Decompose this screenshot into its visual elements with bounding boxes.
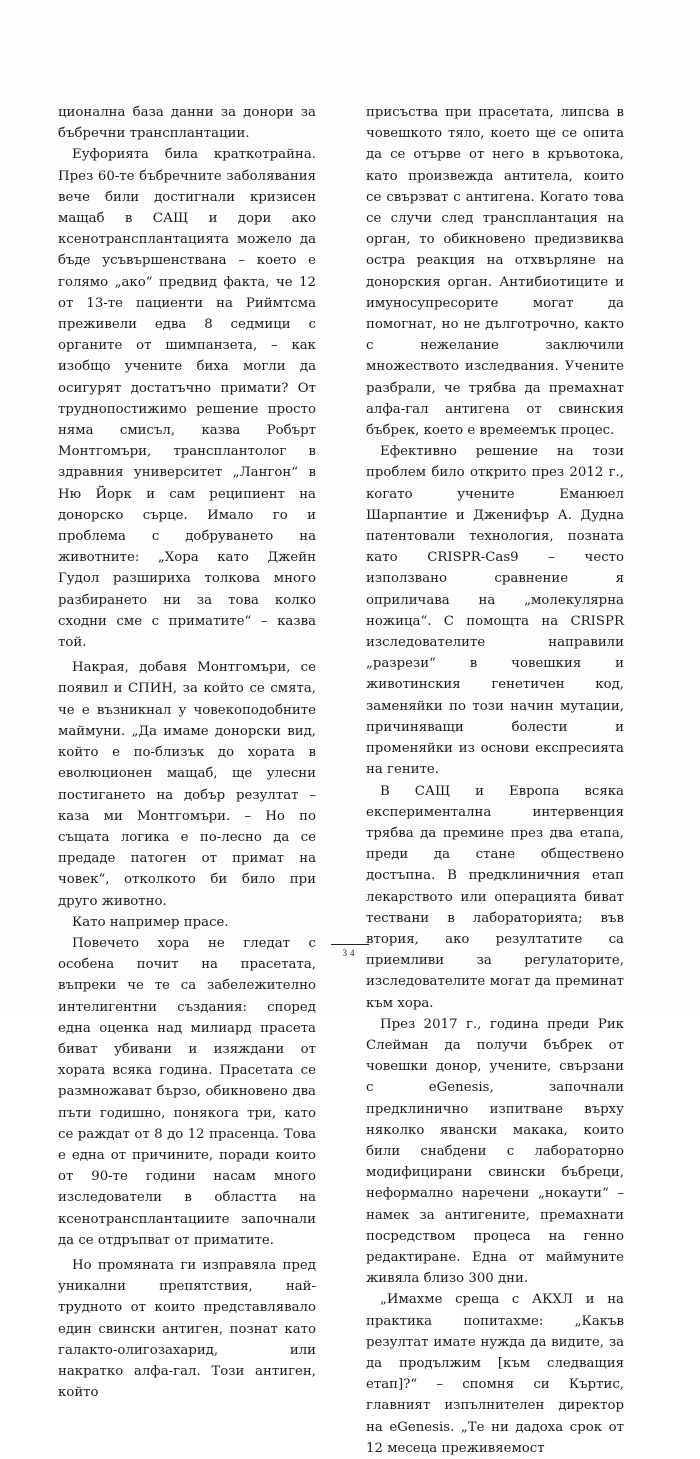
paragraph: Като например прасе.: [72, 914, 229, 930]
paragraph: Повечето хора не гледат с особена почит на прасетата, въпреки че те са забележително интелигентни създания: според една оценка над милиард прасета биват убивани и изяждани от хората всяка година. Прасетата се размножават бързо, обикновено два пъти годишно, понякога три, като се раждат от 8 до 12 прасенца. Това е една от причините, поради които от 90-те години насам много изследователи в областта на ксенотрансплантациите започнали да се отдръпват от приматите.: [58, 935, 316, 1248]
page-number-rule: [331, 944, 369, 945]
right-text-column: [366, 102, 624, 1459]
page-number: 34: [342, 948, 358, 958]
paragraph: Ефективно решение на този проблем било открито през 2012 г., когато учените Еманюел Шарпантие и Дженифър А. Дудна патентовали технология, позната като CRISPR-Cas9 – често използвано сравнение я оприличава на „молекулярна ножица“. С помощта на CRISPR изследователите направили „разрези“ в човешкия и животинския генетичен код, заменяйки по този начин мутации, причиняващи болести и променяйки из основи експресията на гените.: [366, 444, 624, 778]
paragraph: Еуфорията била краткотрайна. През 60-те бъбречните заболявания вече били достигнали кризисен мащаб в САЩ и дори ако ксенотрансплантацията можело да бъде усъвършенствана – което е голямо „ако“ предвид факта, че 12 от 13-те пациенти на Риймтсма преживели едва 8 седмици с органите от шимпанзета, – как изобщо учените биха могли да осигурят достатъчно примати? От труднопостижимо решение просто няма смисъл, казва Робърт Монтгомъри, трансплантолог в здравния университет „Лангон“ в Ню Йорк и сам реципиент на донорско сърце. Имало го и проблема с добруването на животните: „Хора като Джейн Гудол разшириха толкова много разбирането ни за това колко сходни сме с приматите“ – казва той.: [58, 147, 316, 651]
paragraph: присъства при прасетата, липсва в човешкото тяло, което ще се опита да се отърве от него в кръвотока, като произвежда антитела, които се свързват с антигена. Когато това се случи след трансплантация на орган, то обикновено предизвиква остра реакция на отхвърляне на донорския орган. Антибиотиците и имуносупресорите могат да помогнат, но не дълготрочно, както с нежелание заключили множеството изследвания. Учените разбрали, че трябва да премахнат алфа-гал антигена от свинския бъбрек, което е времеемък процес.: [366, 105, 624, 439]
paragraph: През 2017 г., година преди Рик Слейман да получи бъбрек от човешки донор, учените, свързани с eGenesis, започнали предклинично изпитване върху няколко явански макака, които били снабдени с лабораторно модифицирани свински бъбреци, неформално наречени „нокаути“ – намек за антигените, премахнати посредством процеса на генно редактиране. Една от маймуните живяла близо 300 дни.: [366, 1016, 624, 1287]
paragraph: В САЩ и Европа всяка експериментална интервенция трябва да премине през два етапа, преди да стане обществено достъпна. В предклиничния етап лекарството или операцията биват тествани в лабораторията; във втория, ако резултатите са приемливи за регулаторите, изследователите могат да преминат към хора.: [366, 783, 624, 1011]
paragraph: Но промяната ги изправяла пред уникални препятствия, най-трудното от които представлявало един свински антиген, познат като галакто-олигозахарид, или накратко алфа-гал. Този антиген, който: [58, 1257, 316, 1401]
paragraph: ционална база данни за донори за бъбречни трансплантации.: [58, 105, 316, 142]
paragraph: „Имахме среща с АКХЛ и на практика попитахме: „Какъв резултат имате нужда да видите, за да продължим [към следващия етап]?“ – спомня си Къртис, главният изпълнителен директор на eGenesis. „Те ни дадоха срок от 12 месеца преживяемост: [366, 1292, 624, 1456]
left-text-column: [58, 102, 316, 1403]
paragraph: Накрая, добавя Монтгомъри, се появил и СПИН, за който се смята, че е възникнал у човекоподобните маймуни. „Да имаме донорски вид, който е по-близък до хората в еволюционен мащаб, ще улесни постигането на добър резултат – каза ми Монтгомъри. – Но по същата логика е по-лесно да се предаде патоген от примат на човек“, отколкото би било при друго животно.: [58, 660, 316, 909]
